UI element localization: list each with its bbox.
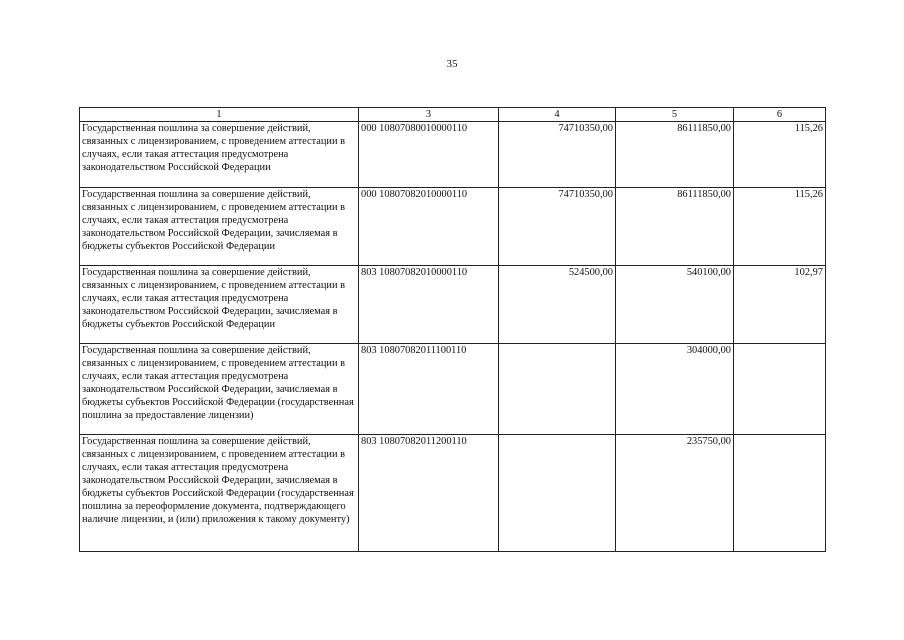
row-col6-cell: 115,26 [734,122,826,188]
row-col6-cell [734,344,826,435]
header-row [80,108,826,122]
budget-table [79,107,826,552]
table-row [80,266,826,344]
row-code-cell: 000 10807082010000110 [359,188,499,266]
row-code-cell: 803 10807082011100110 [359,344,499,435]
row-name-cell: Государственная пошлина за совершение действий, связанных с лицензированием, с проведением аттестации в случаях, если такая аттестация предусмотрена законодательством Российской Федерации [80,122,359,188]
header-cell-col3: 3 [359,108,499,122]
row-col5-cell: 304000,00 [616,344,734,435]
row-col6-cell [734,435,826,552]
row-name-cell: Государственная пошлина за совершение действий, связанных с лицензированием, с проведением аттестации в случаях, если такая аттестация предусмотрена законодательством Российской Федерации, зачисляемая в бюджеты субъектов Российской Федерации [80,188,359,266]
row-col4-cell [499,344,616,435]
row-name-cell: Государственная пошлина за совершение действий, связанных с лицензированием, с проведением аттестации в случаях, если такая аттестация предусмотрена законодательством Российской Федерации, зачисляемая в бюджеты субъектов Российской Федерации [80,266,359,344]
row-code-cell: 803 10807082011200110 [359,435,499,552]
row-col5-cell: 86111850,00 [616,122,734,188]
row-col6-cell: 102,97 [734,266,826,344]
table-row [80,435,826,552]
row-col5-cell: 86111850,00 [616,188,734,266]
row-col4-cell: 74710350,00 [499,188,616,266]
row-col6-cell: 115,26 [734,188,826,266]
page-number: 35 [446,58,458,70]
row-code-cell: 000 10807080010000110 [359,122,499,188]
row-col5-cell: 235750,00 [616,435,734,552]
header-cell-col6: 6 [734,108,826,122]
table-row [80,344,826,435]
table-row [80,122,826,188]
row-code-cell: 803 10807082010000110 [359,266,499,344]
row-col4-cell [499,435,616,552]
row-col5-cell: 540100,00 [616,266,734,344]
row-name-cell: Государственная пошлина за совершение действий, связанных с лицензированием, с проведением аттестации в случаях, если такая аттестация предусмотрена законодательством Российской Федерации, зачисляемая в бюджеты субъектов Российской Федерации (государственная пошлина за переоформление документа, подтверждающего наличие лицензии, и (или) приложения к такому документу) [80,435,359,552]
table-row [80,188,826,266]
row-name-cell: Государственная пошлина за совершение действий, связанных с лицензированием, с проведением аттестации в случаях, если такая аттестация предусмотрена законодательством Российской Федерации, зачисляемая в бюджеты субъектов Российской Федерации (государственная пошлина за предоставление лицензии) [80,344,359,435]
row-col4-cell: 74710350,00 [499,122,616,188]
header-cell-col4: 4 [499,108,616,122]
header-cell-col5: 5 [616,108,734,122]
header-cell-col1: 1 [80,108,359,122]
row-col4-cell: 524500,00 [499,266,616,344]
